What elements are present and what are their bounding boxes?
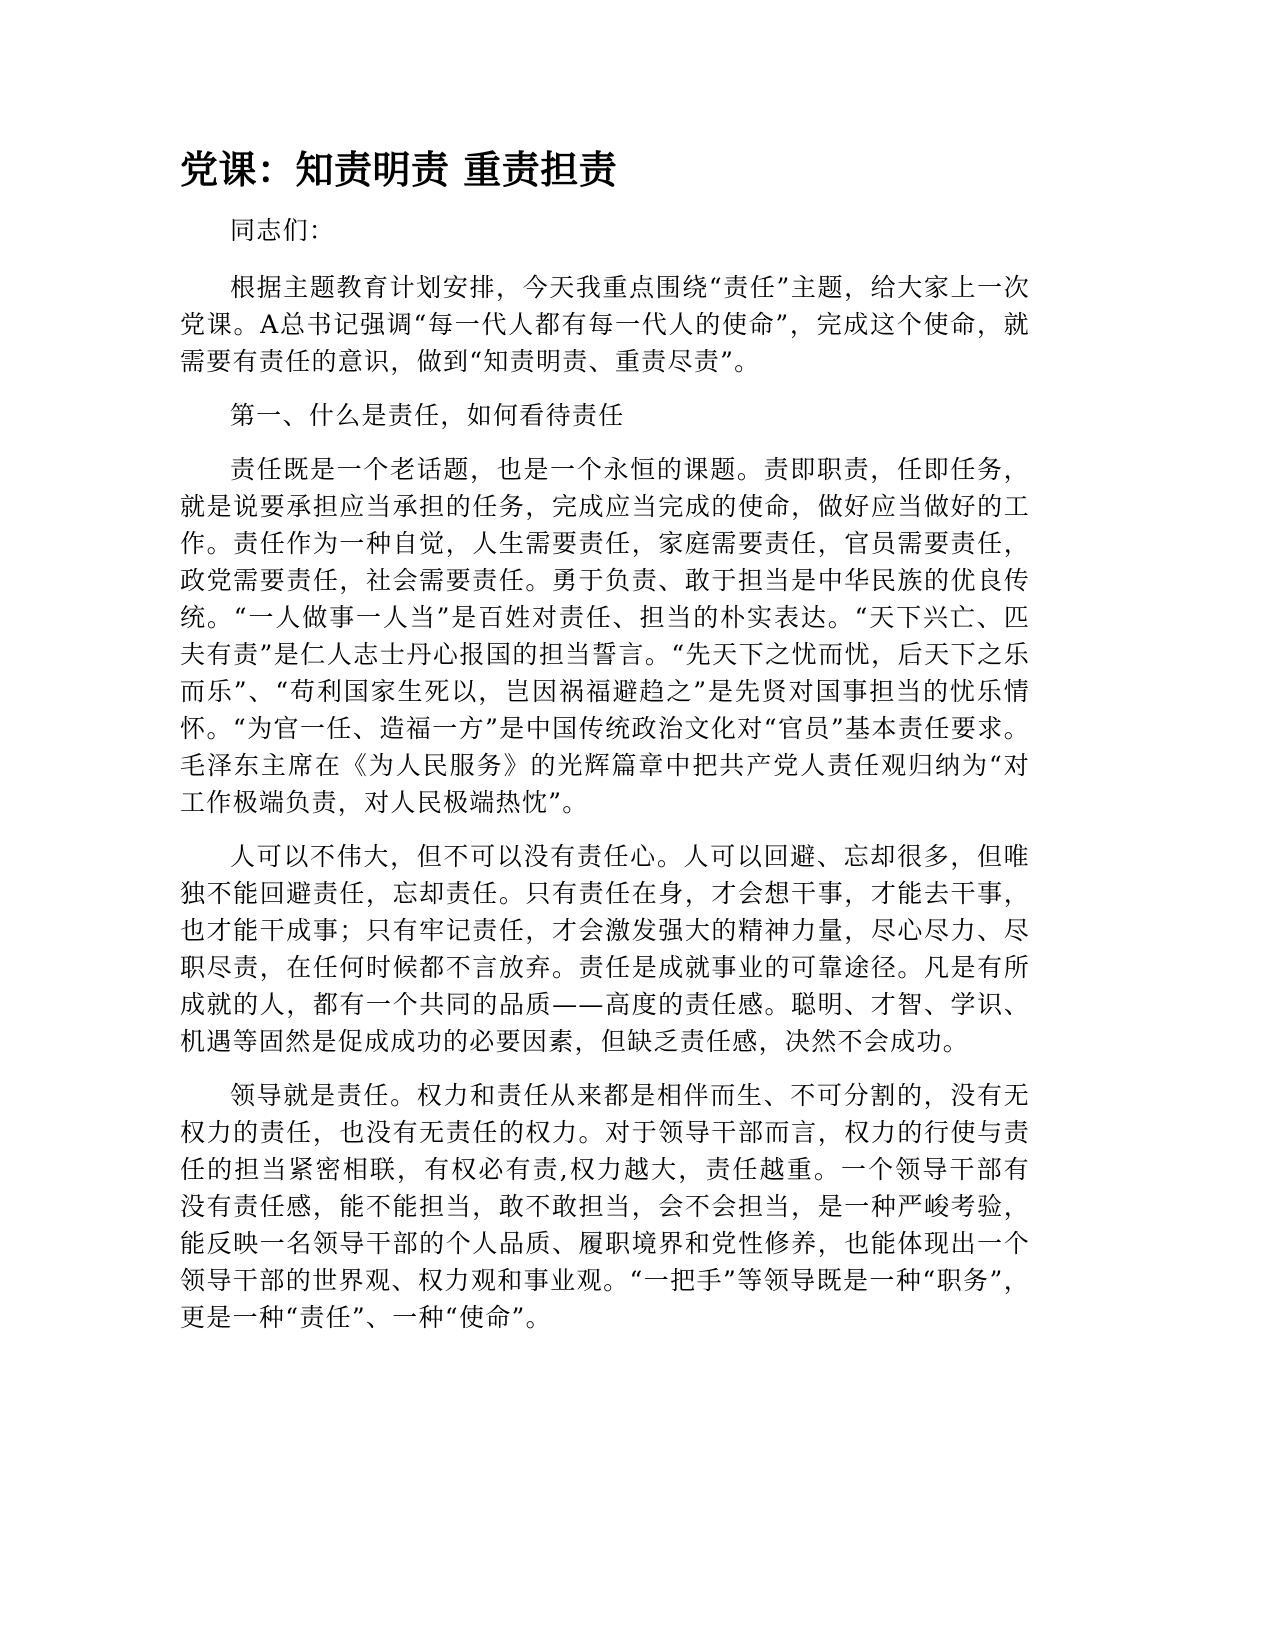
paragraph-leadership-responsibility: 领导就是责任。权力和责任从来都是相伴而生、不可分割的，没有无权力的责任，也没有无责任的权力。对于领导干部而言，权力的行使与责任的担当紧密相联，有权必有责,权力越大，责任越重。一个领导干部有没有责任感，能不能担当，敢不敢担当，会不会担当，是一种严峻考验，能反映一名领导干部的个人品质、履职境界和党性修养，也能体现出一个领导干部的世界观、权力观和事业观。“一把手”等领导既是一种“职务”，更是一种“责任”、一种“使命”。 [180,1081,1030,1332]
paragraph-intro: 根据主题教育计划安排，今天我重点围绕“责任”主题，给大家上一次党课。A总书记强调“每一代人都有每一代人的使命”，完成这个使命，就需要有责任的意识，做到“知责明责、重责尽责”。 [180,273,1030,376]
document-page [180,0,1030,1650]
document-title: 党课：知责明责 重责担责 [180,148,618,192]
paragraph-responsibility-heart: 人可以不伟大，但不可以没有责任心。人可以回避、忘却很多，但唯独不能回避责任，忘却责任。只有责任在身，才会想干事，才能去干事，也才能干成事；只有牢记责任，才会激发强大的精神力量，尽心尽力、尽职尽责，在任何时候都不言放弃。责任是成就事业的可靠途径。凡是有所成就的人，都有一个共同的品质——高度的责任感。聪明、才智、学识、机遇等固然是促成成功的必要因素，但缺乏责任感，决然不会成功。 [180,842,1030,1056]
document-body [180,212,1030,1353]
section-heading: 第一、什么是责任，如何看待责任 [230,401,625,430]
salutation: 同志们： [230,216,336,245]
paragraph-responsibility-definition: 责任既是一个老话题，也是一个永恒的课题。责即职责，任即任务，就是说要承担应当承担的任务，完成应当完成的使命，做好应当做好的工作。责任作为一种自觉，人生需要责任，家庭需要责任，官员需要责任，政党需要责任，社会需要责任。勇于负责、敢于担当是中华民族的优良传统。“一人做事一人当”是百姓对责任、担当的朴实表达。“天下兴亡、匹夫有责”是仁人志士丹心报国的担当誓言。“先天下之忧而忧，后天下之乐而乐”、“苟利国家生死以，岂因祸福避趋之”是先贤对国事担当的忧乐情怀。“为官一任、造福一方”是中国传统政治文化对“官员”基本责任要求。毛泽东主席在《为人民服务》的光辉篇章中把共产党人责任观归纳为“对工作极端负责，对人民极端热忱”。 [180,455,1030,817]
